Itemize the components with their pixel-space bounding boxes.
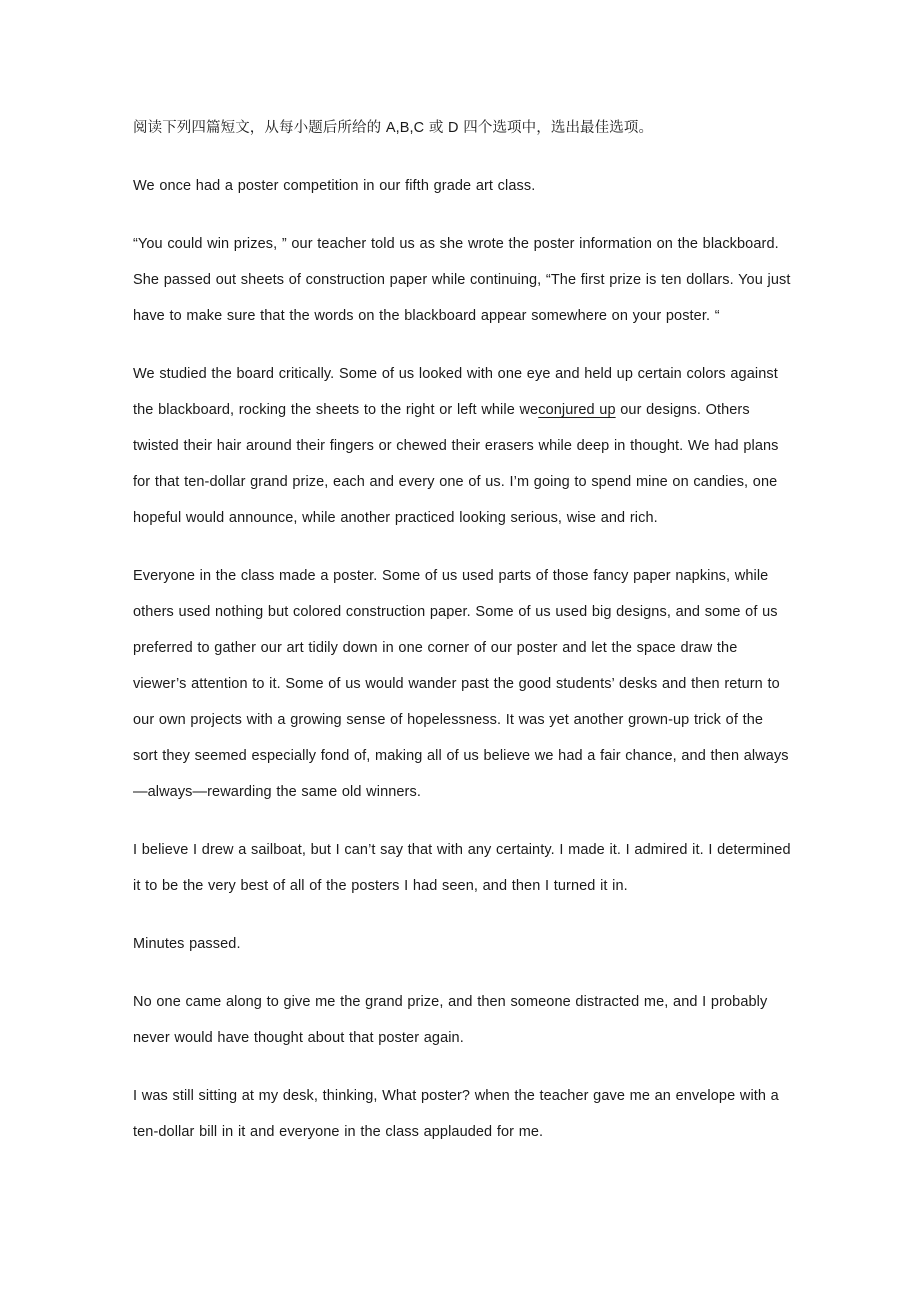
underlined-phrase: conjured up bbox=[538, 402, 616, 418]
paragraph-8: I was still sitting at my desk, thinking, What poster? when the teacher gave me an envelope with a ten-dollar bill in it and everyone in the class applauded for me. bbox=[133, 1088, 779, 1140]
paragraph-7: No one came along to give me the grand prize, and then someone distracted me, and I probably never would have thought about that poster again. bbox=[133, 994, 768, 1046]
paragraph-3-post: our designs. Others twisted their hair around their fingers or chewed their erasers while deep in thought. We had plans for that ten-dollar grand prize, each and every one of us. I’m going to spend mine on candies, one hopeful would announce, while another practiced looking serious, wise and rich. bbox=[133, 402, 779, 526]
paragraph-6: Minutes passed. bbox=[133, 936, 241, 952]
instruction-line: 阅读下列四篇短文，从每小题后所给的 A,B,C 或 D 四个选项中，选出最佳选项。 bbox=[133, 120, 654, 136]
paragraph-4: Everyone in the class made a poster. Some of us used parts of those fancy paper napkins, while others used nothing but colored construction paper. Some of us used big designs, and some of us preferred to gather our art tidily down in one corner of our poster and let the space draw the viewer’s attention to it. Some of us would wander past the good students’ desks and then return to our own projects with a growing sense of hopelessness. It was yet another grown-up trick of the sort they seemed especially fond of, making all of us believe we had a fair chance, and then always—always—rewarding the same old winners. bbox=[133, 568, 789, 800]
paragraph-3 bbox=[133, 356, 792, 536]
paragraph-3-pre: We studied the board critically. Some of us looked with one eye and held up certain colors against the blackboard, rocking the sheets to the right or left while we bbox=[133, 366, 778, 418]
paragraph-2: “You could win prizes, ” our teacher told us as she wrote the poster information on the blackboard. She passed out sheets of construction paper while continuing, “The first prize is ten dollars. You just have to make sure that the words on the blackboard appear somewhere on your poster. “ bbox=[133, 236, 791, 324]
paragraph-1: We once had a poster competition in our fifth grade art class. bbox=[133, 178, 536, 194]
paragraph-5: I believe I drew a sailboat, but I can’t say that with any certainty. I made it. I admired it. I determined it to be the very best of all of the posters I had seen, and then I turned it in. bbox=[133, 842, 791, 894]
